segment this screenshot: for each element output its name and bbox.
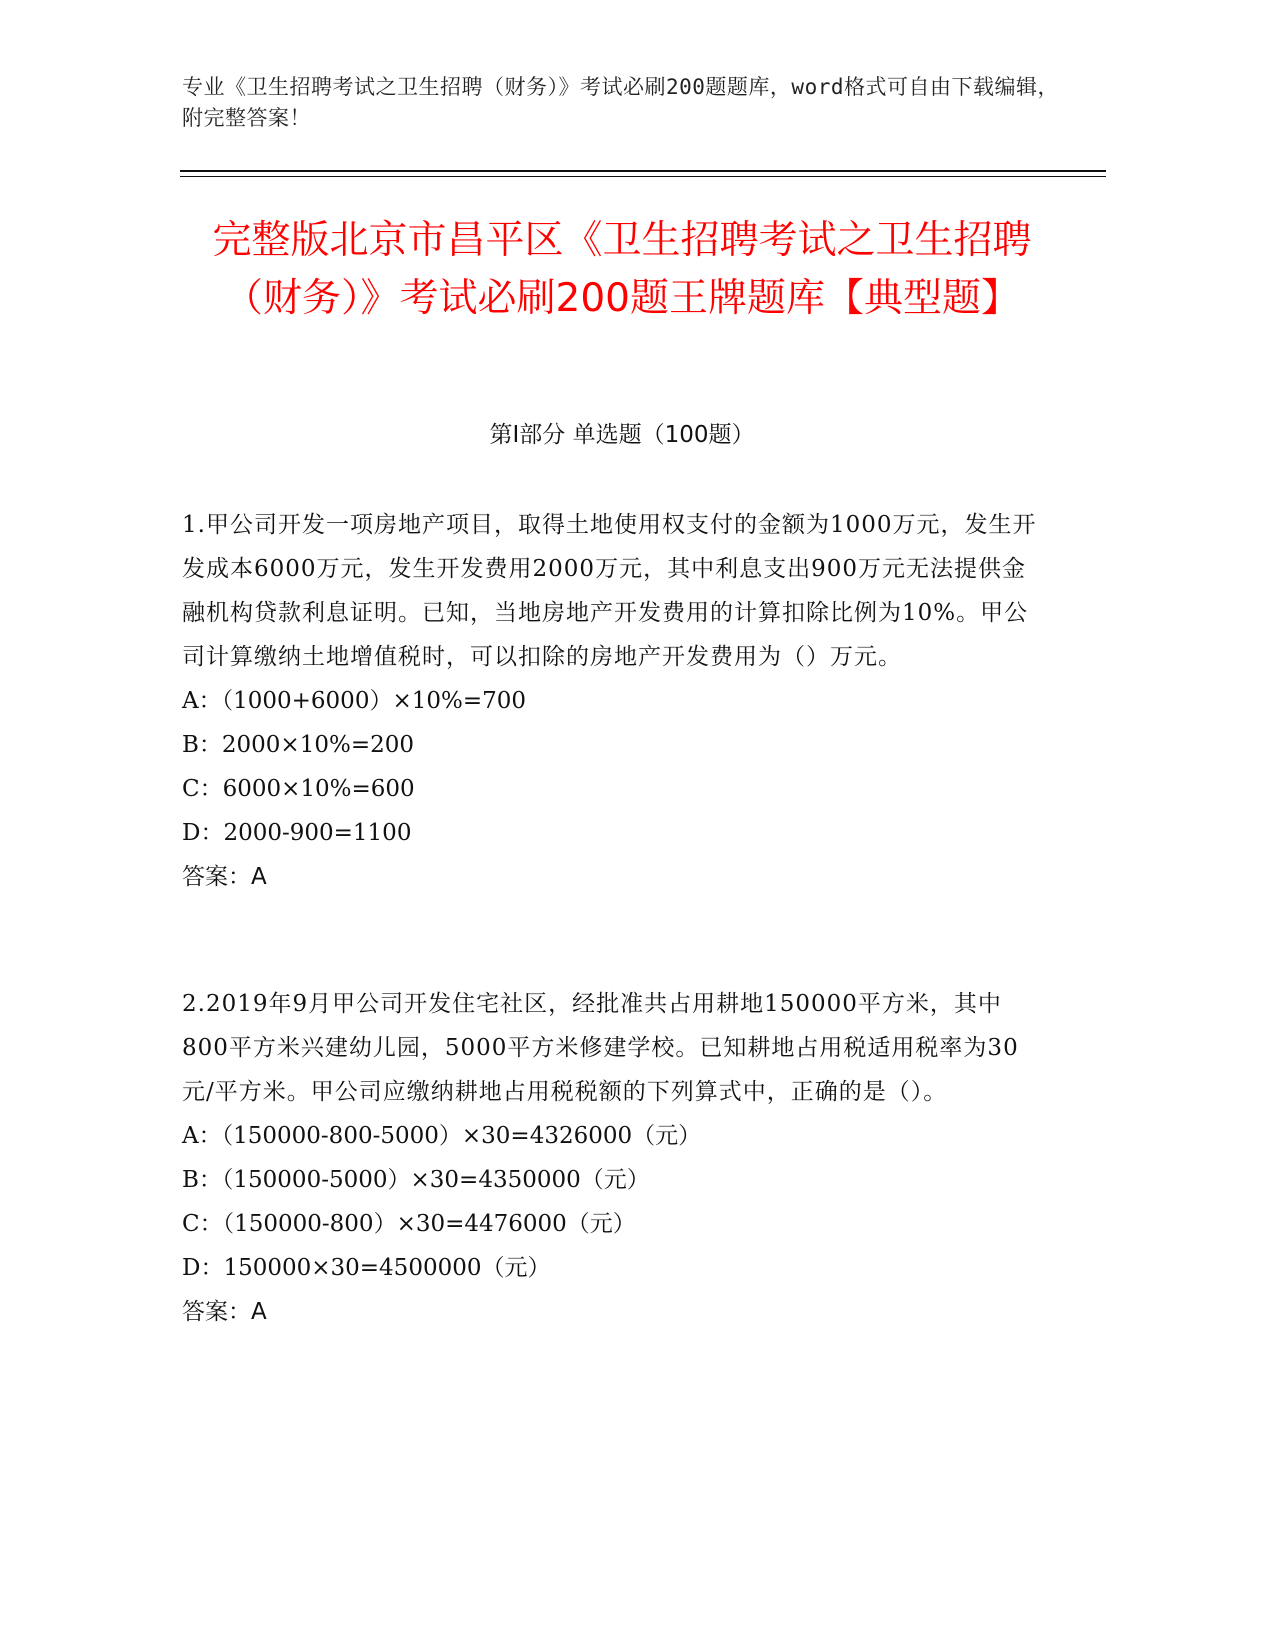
option-b: B：2000×10%=200	[182, 732, 414, 758]
question-stem: 2.2019年9月甲公司开发住宅社区，经批准共占用耕地150000平方米，其中800平方米兴建幼儿园，5000平方米修建学校。已知耕地占用税适用税率为30元/平方米。甲公司应缴纳耕地占用税税额的下列算式中，正确的是（）。	[182, 991, 1019, 1105]
answer: 答案：A	[182, 1299, 267, 1325]
option-c: C：6000×10%=600	[182, 776, 415, 802]
document-title: 完整版北京市昌平区《卫生招聘考试之卫生招聘（财务）》考试必刷200题王牌题库【典型题】	[212, 218, 1032, 321]
option-a: A：（1000+6000）×10%=700	[182, 688, 527, 714]
option-d: D：150000×30=4500000（元）	[182, 1255, 551, 1281]
answer: 答案：A	[182, 864, 267, 890]
header-rule-thin	[180, 176, 1106, 177]
header-note: 专业《卫生招聘考试之卫生招聘（财务）》考试必刷200题题库，word格式可自由下载编辑，附完整答案！	[182, 75, 1059, 130]
question-2	[182, 982, 1042, 1334]
header-rule-thick	[180, 170, 1106, 172]
option-c: C：（150000-800）×30=4476000（元）	[182, 1211, 636, 1237]
option-a: A：（150000-800-5000）×30=4326000（元）	[182, 1123, 702, 1149]
question-stem: 1.甲公司开发一项房地产项目，取得土地使用权支付的金额为1000万元，发生开发成本6000万元，发生开发费用2000万元，其中利息支出900万元无法提供金融机构贷款利息证明。已知，当地房地产开发费用的计算扣除比例为10%。甲公司计算缴纳土地增值税时，可以扣除的房地产开发费用为（）万元。	[182, 512, 1037, 670]
question-1	[182, 503, 1042, 899]
option-b: B：（150000-5000）×30=4350000（元）	[182, 1167, 650, 1193]
option-d: D：2000-900=1100	[182, 820, 412, 846]
section-title: 第I部分 单选题（100题）	[489, 422, 755, 448]
